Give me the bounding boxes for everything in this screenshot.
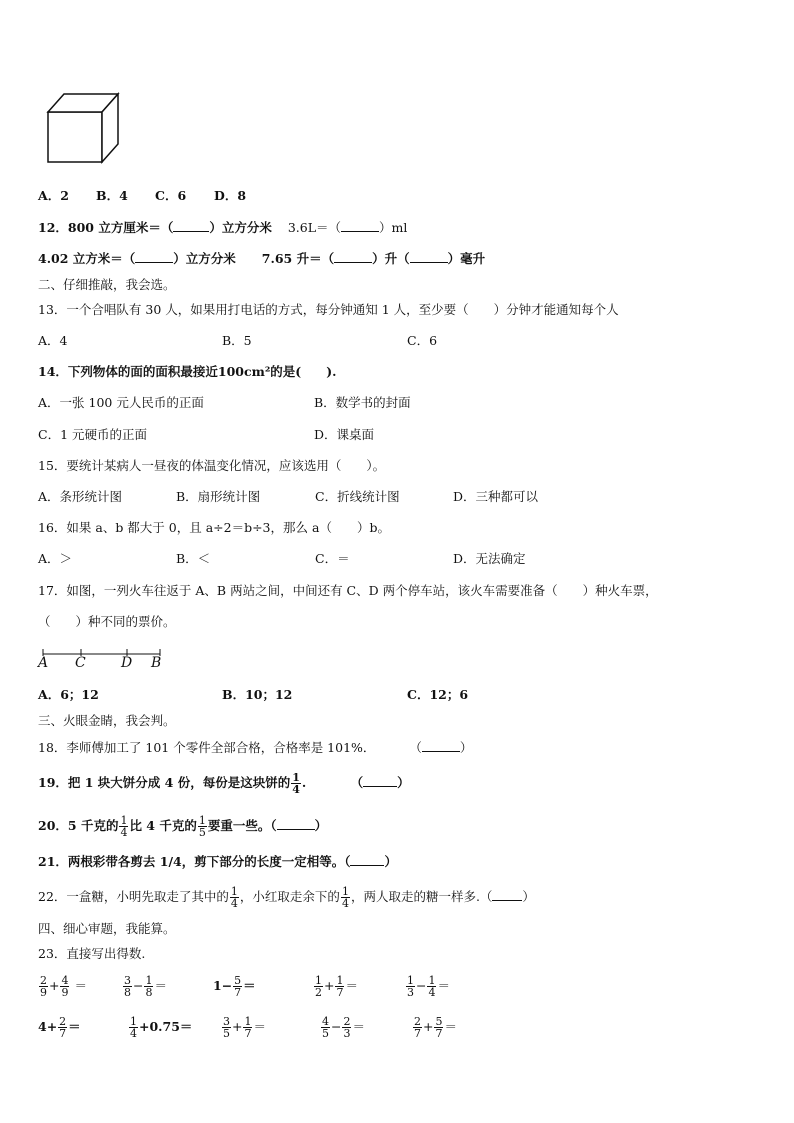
option-b[interactable]: B．4 <box>96 188 128 203</box>
q19 <box>38 772 410 795</box>
q12-part-b: ）立方分米 <box>173 251 236 266</box>
q22-part-b: ，小红取走余下的 <box>239 889 340 904</box>
section-heading: 三、火眼金睛，我会判。 <box>38 713 176 728</box>
q12-part-c: 3.6L＝（ <box>287 220 342 235</box>
option-b[interactable]: B．＜ <box>176 551 211 566</box>
option-a[interactable]: A．条形统计图 <box>38 489 123 504</box>
q22-part-d: ） <box>522 889 535 904</box>
q22-part-c: ，两人取走的糖一样多.（ <box>350 889 493 904</box>
paren-left: （ <box>350 775 364 790</box>
answer-blank[interactable] <box>422 739 460 752</box>
q12-part-d: ）ml <box>379 220 408 235</box>
q23-stem: 23．直接写出得数. <box>38 946 146 961</box>
option-c[interactable]: C．1 元硬币的正面 <box>38 427 147 442</box>
q20-part-d: ） <box>314 818 328 833</box>
option-c[interactable]: C．12；6 <box>407 687 469 702</box>
calc-expression: $\frac{2}{9}$ + $\frac{4}{9}$ ＝ <box>40 974 87 999</box>
option-a[interactable]: A．4 <box>38 333 68 348</box>
q19-tail: . <box>301 775 307 790</box>
q20-part-a: 20．5 千克的 <box>38 818 119 833</box>
option-b[interactable]: B．数学书的封面 <box>314 395 411 410</box>
section-heading: 二、仔细推敲，我会选。 <box>38 277 176 292</box>
option-b[interactable]: B．扇形统计图 <box>176 489 261 504</box>
paren-right: ） <box>459 740 473 755</box>
paren-left: （ <box>409 740 422 755</box>
q16-stem: 16．如果 a、b 都大于 0，且 a÷2＝b÷3，那么 a（ ）b。 <box>38 520 390 535</box>
q18 <box>38 739 472 756</box>
answer-blank[interactable] <box>410 250 448 263</box>
calc-expression: $\frac{3}{8}$ − $\frac{1}{8}$ ＝ <box>124 974 167 999</box>
q20 <box>38 813 327 839</box>
q12-line2 <box>38 250 485 267</box>
option-c[interactable]: C．折线统计图 <box>315 489 400 504</box>
q12-part-a: 4.02 立方米＝（ <box>38 251 136 266</box>
option-c[interactable]: C．＝ <box>315 551 350 566</box>
q19-text: 19．把 1 块大饼分成 4 份，每份是这块饼的 <box>38 775 291 790</box>
option-a[interactable]: A．一张 100 元人民币的正面 <box>38 395 204 410</box>
option-c[interactable]: C．6 <box>155 188 187 203</box>
calc-expression: 4+ $\frac{2}{7}$ ＝ <box>38 1015 81 1040</box>
q20-part-b: 比 4 千克的 <box>129 818 197 833</box>
option-d[interactable]: D．无法确定 <box>453 551 526 566</box>
calc-expression: $\frac{2}{7}$ + $\frac{5}{7}$ ＝ <box>414 1015 457 1040</box>
q22 <box>38 884 535 910</box>
answer-blank[interactable] <box>350 853 384 866</box>
q18-text: 18．李师傅加工了 101 个零件全部合格，合格率是 101%． <box>38 740 376 755</box>
station-label-b: B <box>151 655 162 671</box>
q12-part-c: 7.65 升＝（ <box>261 251 335 266</box>
q20-part-c: 要重一些。（ <box>207 818 277 833</box>
option-a[interactable]: A．2 <box>38 188 69 203</box>
station-label-c: C <box>75 655 86 671</box>
option-d[interactable]: D．课桌面 <box>314 427 375 442</box>
answer-blank[interactable] <box>334 250 372 263</box>
fraction: $\frac{1}{4}$ <box>292 771 300 796</box>
calc-expression: $\frac{3}{5}$ + $\frac{1}{7}$ ＝ <box>223 1015 266 1040</box>
fraction: $\frac{1}{5}$ <box>198 814 206 839</box>
answer-blank[interactable] <box>277 817 315 830</box>
answer-blank[interactable] <box>173 219 209 232</box>
fraction: $\frac{1}{4}$ <box>341 885 349 910</box>
calc-expression: $\frac{1}{4}$ +0.75＝ <box>130 1015 193 1040</box>
option-a[interactable]: A．6；12 <box>38 687 99 702</box>
q21-tail: ） <box>384 854 397 869</box>
cube-figure <box>46 92 122 166</box>
answer-blank[interactable] <box>492 888 522 901</box>
answer-blank[interactable] <box>341 219 379 232</box>
q12-part-b: ）立方分米 <box>209 220 272 235</box>
calc-expression: $\frac{4}{5}$ − $\frac{2}{3}$ ＝ <box>322 1015 365 1040</box>
q12-line1 <box>38 219 407 236</box>
calc-expression: 1− $\frac{5}{7}$ ＝ <box>213 974 256 999</box>
station-label-d: D <box>121 655 133 671</box>
calc-expression: $\frac{1}{2}$ + $\frac{1}{7}$ ＝ <box>315 974 358 999</box>
station-line-diagram <box>38 646 168 672</box>
option-b[interactable]: B．10；12 <box>222 687 293 702</box>
option-b[interactable]: B．5 <box>222 333 252 348</box>
q17-stem-line2: （ ）种不同的票价。 <box>38 614 176 629</box>
q12-part-d: ）升（ <box>372 251 410 266</box>
q12-part-e: ）毫升 <box>447 251 486 266</box>
option-d[interactable]: D．三种都可以 <box>453 489 539 504</box>
fraction: $\frac{1}{4}$ <box>230 885 238 910</box>
station-label-a: A <box>38 655 49 671</box>
q15-stem: 15．要统计某病人一昼夜的体温变化情况，应该选用（ ）。 <box>38 458 386 473</box>
option-d[interactable]: D．8 <box>214 188 247 203</box>
answer-blank[interactable] <box>363 774 397 787</box>
q13-stem: 13．一个合唱队有 30 人，如果用打电话的方式，每分钟通知 1 人，至少要（ ）分钟才能通知每个人 <box>38 302 619 317</box>
q21 <box>38 853 397 870</box>
q17-stem-line1: 17．如图，一列火车往返于 A、B 两站之间，中间还有 C、D 两个停车站，该火车需要准备（ ）种火车票， <box>38 583 658 598</box>
fraction: $\frac{1}{4}$ <box>120 814 128 839</box>
q22-part-a: 22．一盒糖，小明先取走了其中的 <box>38 889 229 904</box>
paren-right: ） <box>397 775 410 790</box>
answer-blank[interactable] <box>135 250 173 263</box>
option-a[interactable]: A．＞ <box>38 551 73 566</box>
q21-text: 21．两根彩带各剪去 1/4，剪下部分的长度一定相等。（ <box>38 854 351 869</box>
calc-expression: $\frac{1}{3}$ − $\frac{1}{4}$ ＝ <box>407 974 450 999</box>
option-c[interactable]: C．6 <box>407 333 438 348</box>
section-heading: 四、细心审题，我能算。 <box>38 921 176 936</box>
q12-part-a: 12．800 立方厘米＝（ <box>38 220 174 235</box>
q14-stem: 14．下列物体的面的面积最接近100cm²的是( ). <box>38 364 337 379</box>
